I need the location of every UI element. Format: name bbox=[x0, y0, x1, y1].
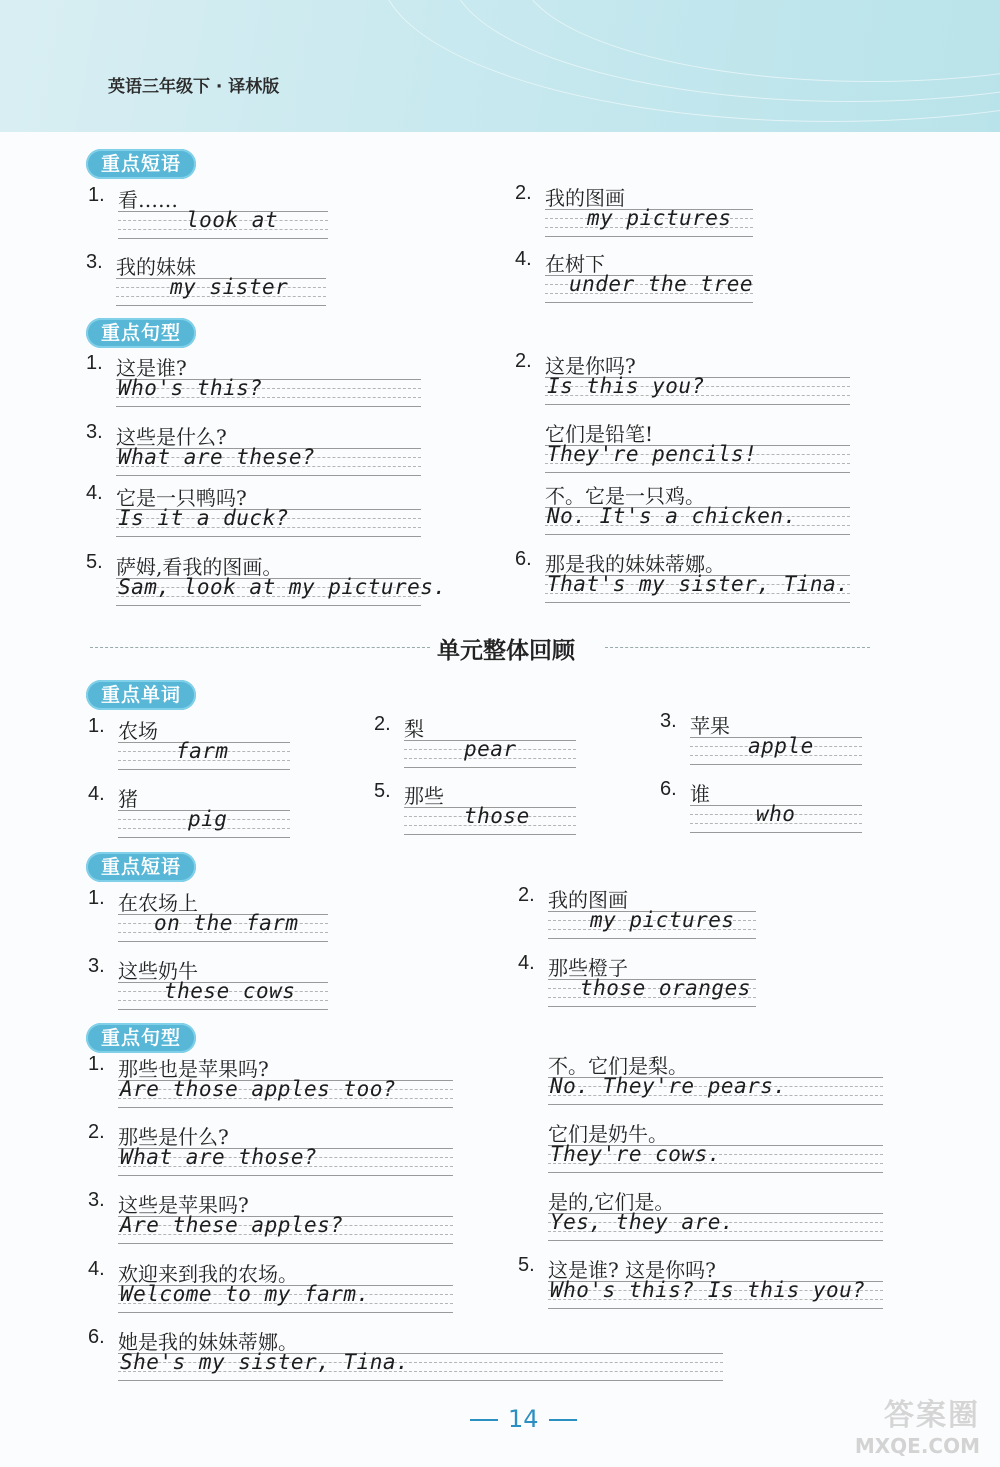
item-chinese: 这些奶牛 bbox=[118, 959, 198, 983]
item-number: 3. bbox=[88, 1189, 105, 1211]
answer-text: That's my sister, Tina. bbox=[547, 572, 850, 596]
watermark-url: MXQE.COM bbox=[854, 1434, 980, 1458]
item-chinese: 那是我的妹妹蒂娜。 bbox=[545, 552, 725, 576]
item-number: 4. bbox=[515, 248, 532, 270]
item-chinese: 看…… bbox=[118, 188, 178, 212]
item-number: 3. bbox=[86, 251, 103, 273]
answer-text: these cows bbox=[164, 979, 296, 1003]
section-label-phrases: 重点短语 bbox=[86, 852, 196, 882]
item-chinese: 这些是什么? bbox=[116, 425, 227, 449]
answer-text: She's my sister, Tina. bbox=[120, 1350, 410, 1374]
page-number bbox=[460, 1405, 587, 1433]
item-chinese: 它是一只鸭吗? bbox=[116, 486, 247, 510]
item-number: 2. bbox=[515, 182, 532, 204]
answer-text: What are those? bbox=[120, 1145, 318, 1169]
item-chinese: 猪 bbox=[118, 787, 138, 811]
item-number: 5. bbox=[86, 551, 103, 573]
answer-text: those oranges bbox=[580, 976, 751, 1000]
answer-text: my pictures bbox=[590, 908, 735, 932]
item-chinese: 那些也是苹果吗? bbox=[118, 1057, 269, 1081]
answer-text: Are those apples too? bbox=[120, 1077, 397, 1101]
page-number-value: 14 bbox=[508, 1405, 539, 1433]
item-chinese: 不。它们是梨。 bbox=[548, 1054, 688, 1078]
item-number: 4. bbox=[518, 952, 535, 974]
item-number: 1. bbox=[88, 1053, 105, 1075]
item-chinese: 欢迎来到我的农场。 bbox=[118, 1262, 298, 1286]
item-number: 6. bbox=[660, 778, 677, 800]
item-number: 2. bbox=[88, 1121, 105, 1143]
item-chinese: 我的妹妹 bbox=[116, 255, 196, 279]
item-number: 2. bbox=[515, 350, 532, 372]
item-chinese: 它们是铅笔! bbox=[545, 422, 654, 446]
answer-text: Sam, look at my pictures. bbox=[118, 575, 447, 599]
item-chinese: 不。它是一只鸡。 bbox=[545, 484, 705, 508]
item-number: 1. bbox=[86, 352, 103, 374]
section-label-phrases: 重点短语 bbox=[86, 149, 196, 179]
item-number: 1. bbox=[88, 715, 105, 737]
section-label-sentences: 重点句型 bbox=[86, 1023, 196, 1053]
item-number: 4. bbox=[88, 783, 105, 805]
answer-text: Are these apples? bbox=[120, 1213, 344, 1237]
item-number: 4. bbox=[86, 482, 103, 504]
item-chinese: 苹果 bbox=[690, 714, 730, 738]
answer-text: apple bbox=[748, 734, 814, 758]
header-banner bbox=[0, 0, 1000, 132]
item-number: 2. bbox=[374, 713, 391, 735]
item-number: 3. bbox=[88, 955, 105, 977]
answer-text: on the farm bbox=[154, 911, 299, 935]
answer-text: pig bbox=[188, 807, 228, 831]
item-chinese: 她是我的妹妹蒂娜。 bbox=[118, 1330, 298, 1354]
item-number: 3. bbox=[86, 421, 103, 443]
answer-text: those bbox=[464, 804, 530, 828]
watermark-logo: 答案圈 bbox=[884, 1398, 980, 1433]
item-number: 5. bbox=[374, 780, 391, 802]
answer-text: Welcome to my farm. bbox=[120, 1282, 370, 1306]
item-chinese: 这是谁? bbox=[116, 356, 187, 380]
item-chinese: 农场 bbox=[118, 719, 158, 743]
item-chinese: 谁 bbox=[690, 782, 710, 806]
item-number: 4. bbox=[88, 1258, 105, 1280]
answer-text: Who's this? bbox=[118, 376, 263, 400]
item-chinese: 那些 bbox=[404, 784, 444, 808]
section-label-sentences: 重点句型 bbox=[86, 318, 196, 348]
item-number: 6. bbox=[515, 548, 532, 570]
answer-text: farm bbox=[176, 739, 229, 763]
answer-text: They're pencils! bbox=[547, 442, 758, 466]
item-chinese: 是的,它们是。 bbox=[548, 1190, 675, 1214]
item-number: 1. bbox=[88, 887, 105, 909]
item-chinese: 在树下 bbox=[545, 252, 605, 276]
answer-text: Who's this? Is this you? bbox=[550, 1278, 866, 1302]
item-chinese: 它们是奶牛。 bbox=[548, 1122, 668, 1146]
watermark bbox=[810, 1390, 980, 1460]
item-chinese: 这些是苹果吗? bbox=[118, 1193, 249, 1217]
answer-text: No. They're pears. bbox=[550, 1074, 787, 1098]
section-divider bbox=[605, 647, 870, 648]
item-number: 1. bbox=[88, 184, 105, 206]
section-divider bbox=[90, 647, 430, 648]
page-number-dash bbox=[549, 1419, 577, 1421]
answer-text: No. It's a chicken. bbox=[547, 504, 797, 528]
unit-review-title: 单元整体回顾 bbox=[437, 638, 575, 664]
item-chinese: 这是你吗? bbox=[545, 354, 636, 378]
item-chinese: 在农场上 bbox=[118, 891, 198, 915]
item-chinese: 萨姆,看我的图画。 bbox=[116, 555, 283, 579]
answer-text: my pictures bbox=[587, 206, 732, 230]
section-label-words: 重点单词 bbox=[86, 680, 196, 710]
item-chinese: 这是谁? 这是你吗? bbox=[548, 1258, 716, 1282]
page-number-dash bbox=[470, 1419, 498, 1421]
answer-text: look at bbox=[186, 208, 279, 232]
book-title: 英语三年级下 · 译林版 bbox=[108, 77, 280, 97]
item-number: 6. bbox=[88, 1326, 105, 1348]
answer-text: They're cows. bbox=[550, 1142, 721, 1166]
item-number: 5. bbox=[518, 1254, 535, 1276]
answer-text: my sister bbox=[170, 275, 289, 299]
answer-text: Is this you? bbox=[547, 374, 705, 398]
answer-text: under the tree bbox=[569, 272, 754, 296]
answer-text: Yes, they are. bbox=[550, 1210, 735, 1234]
item-number: 2. bbox=[518, 884, 535, 906]
answer-text: pear bbox=[464, 737, 517, 761]
item-chinese: 那些是什么? bbox=[118, 1125, 229, 1149]
answer-text: Is it a duck? bbox=[118, 506, 289, 530]
item-chinese: 我的图画 bbox=[545, 186, 625, 210]
item-number: 3. bbox=[660, 710, 677, 732]
item-chinese: 梨 bbox=[404, 717, 424, 741]
item-chinese: 我的图画 bbox=[548, 888, 628, 912]
answer-text: What are these? bbox=[118, 445, 316, 469]
answer-text: who bbox=[756, 802, 796, 826]
item-chinese: 那些橙子 bbox=[548, 956, 628, 980]
